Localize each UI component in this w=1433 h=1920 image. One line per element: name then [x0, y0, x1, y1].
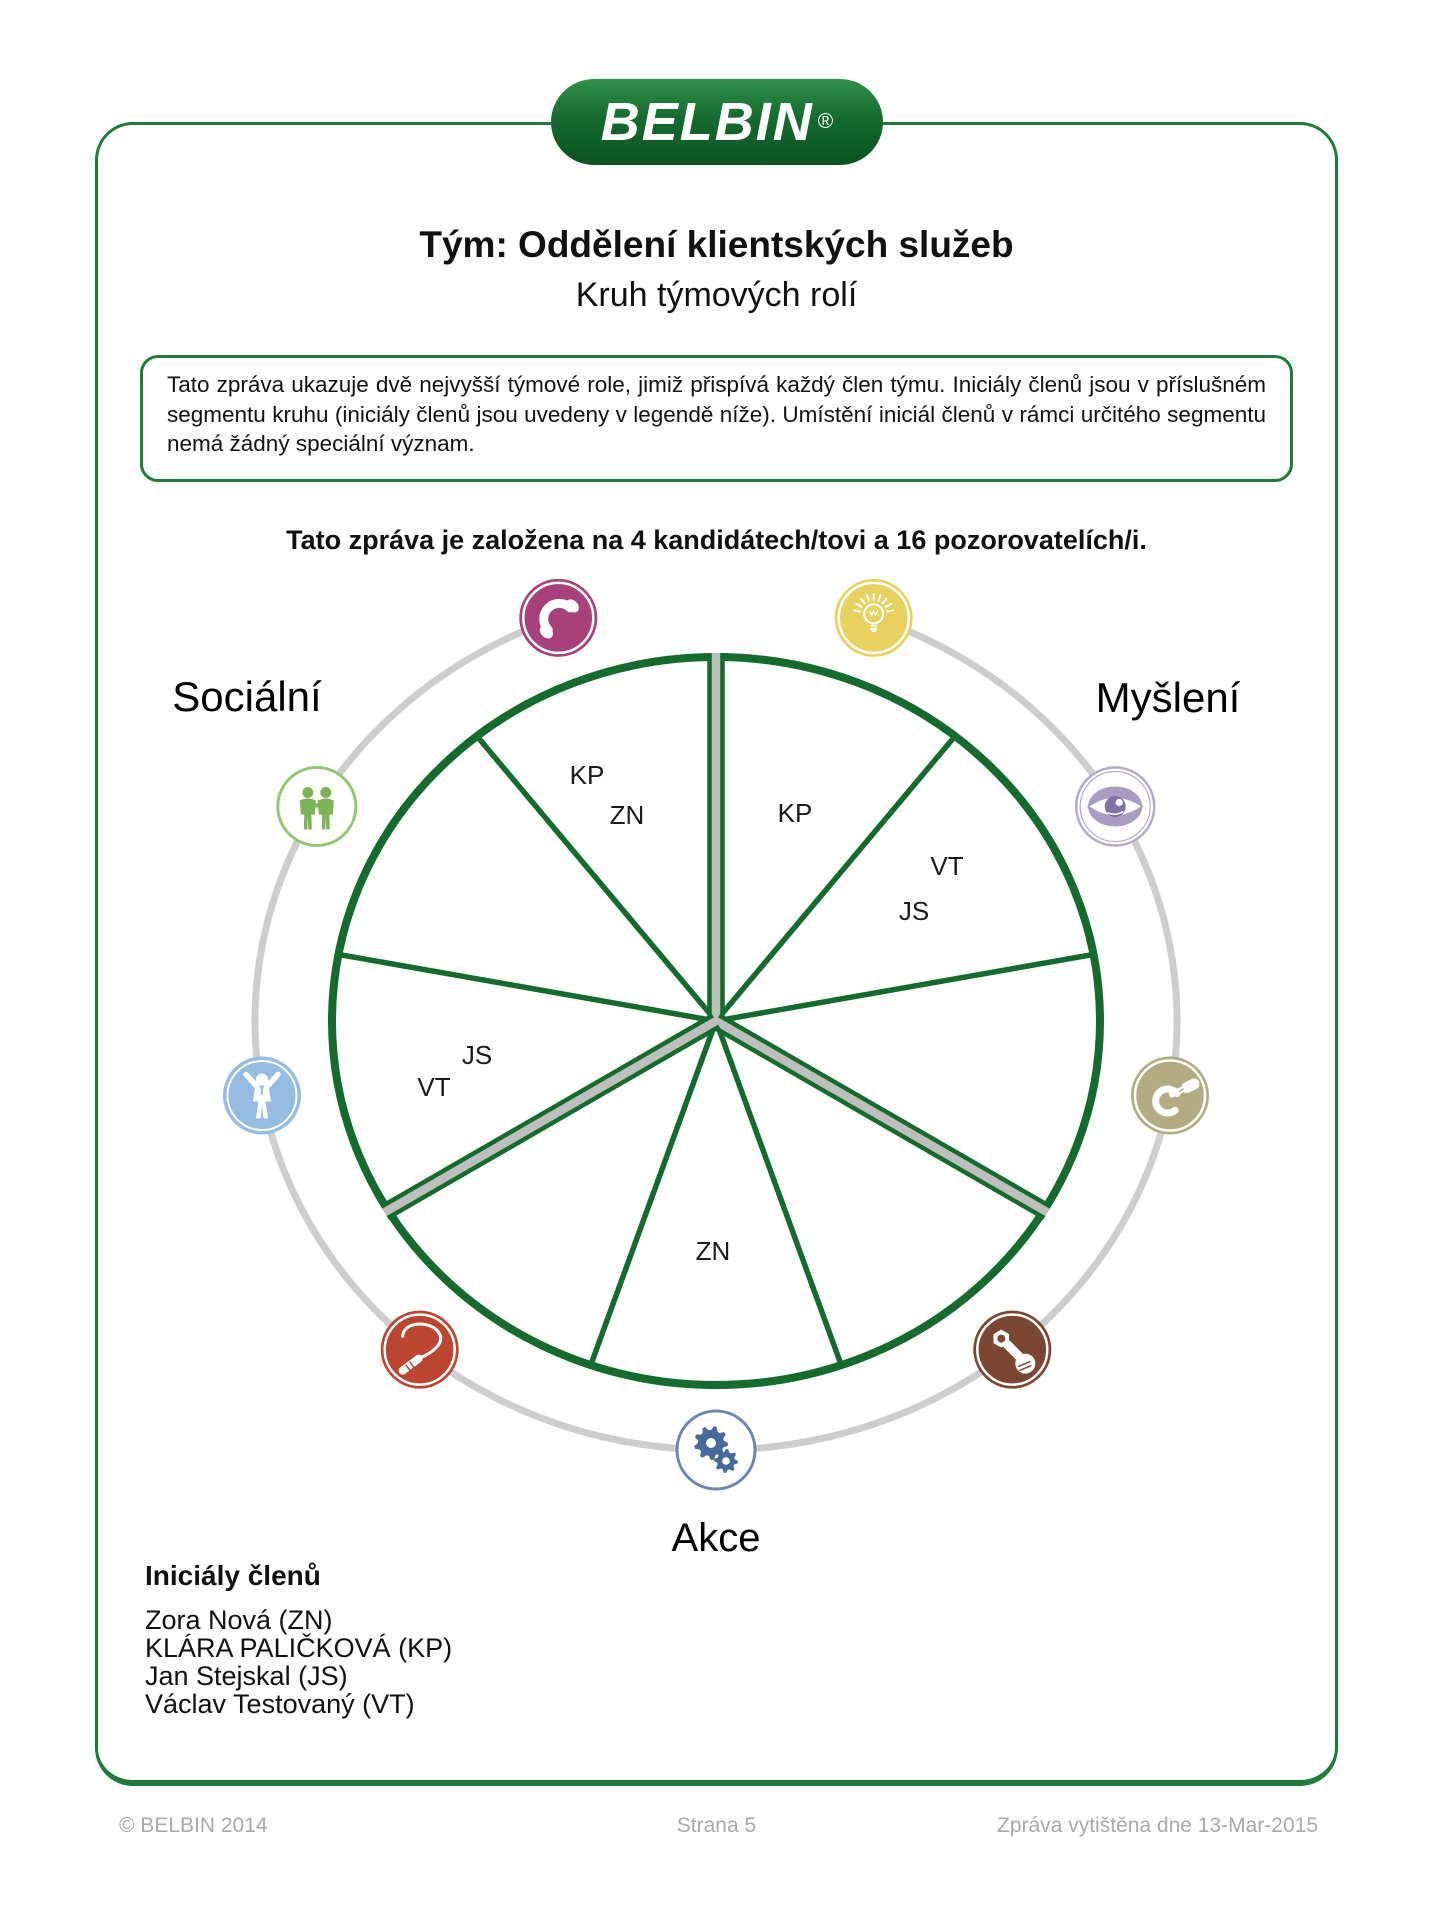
two-people-icon — [278, 768, 356, 846]
footer-page-number: Strana 5 — [676, 1814, 757, 1837]
lightbulb-icon — [835, 579, 913, 657]
intro-text: Tato zpráva ukazuje dvě nejvyšší týmové role, jimiž přispívá každý člen týmu. Iniciály členů jsou v příslušném segmentu kruhu (iniciály členů jsou uvedeny v legendě níže). Umístění iniciál členů v rámci určitého segmentu nemá žádný speciální význam. — [167, 372, 1266, 456]
legend-heading: Iniciály členů — [145, 1560, 321, 1591]
legend-member: KLÁRA PALIČKOVÁ (KP) — [145, 1633, 453, 1663]
footer-copyright: © BELBIN 2014 — [119, 1814, 268, 1837]
person-arms-raised-icon — [223, 1057, 301, 1135]
member-initials: JS — [461, 1040, 493, 1070]
member-initials: VT — [930, 851, 964, 881]
member-initials: VT — [417, 1072, 451, 1102]
micrometer-icon — [1131, 1057, 1209, 1135]
gears-icon — [677, 1411, 755, 1489]
member-initials: KP — [777, 798, 813, 828]
report-basis-line: Tato zpráva je založena na 4 kandidátech/tovi a 16 pozorovatelích/i. — [286, 525, 1147, 555]
member-initials-legend — [145, 1560, 452, 1718]
member-initials: KP — [569, 760, 605, 790]
whip-icon — [381, 1311, 459, 1389]
wrench-fist-icon — [973, 1311, 1051, 1389]
legend-member: Václav Testovaný (VT) — [145, 1689, 415, 1719]
legend-member: Zora Nová (ZN) — [145, 1605, 333, 1635]
member-initials: ZN — [609, 800, 645, 830]
group-divider — [710, 653, 723, 1021]
telephone-icon — [519, 579, 597, 657]
legend-member: Jan Stejskal (JS) — [145, 1661, 348, 1691]
registered-trademark-symbol: ® — [817, 110, 834, 133]
footer-printed-date: Zpráva vytištěna dne 13-Mar-2015 — [997, 1814, 1318, 1837]
page-subtitle: Kruh týmových rolí — [575, 276, 858, 314]
group-label-thinking: Myšlení — [1095, 674, 1241, 721]
group-label-social: Sociální — [172, 673, 322, 720]
team-title: Tým: Oddělení klientských služeb — [419, 224, 1014, 265]
belbin-logo-text: BELBIN — [600, 92, 814, 152]
member-initials: JS — [898, 896, 930, 926]
member-initials: ZN — [695, 1236, 731, 1266]
group-label-action: Akce — [671, 1516, 761, 1560]
eye-icon — [1076, 768, 1154, 846]
